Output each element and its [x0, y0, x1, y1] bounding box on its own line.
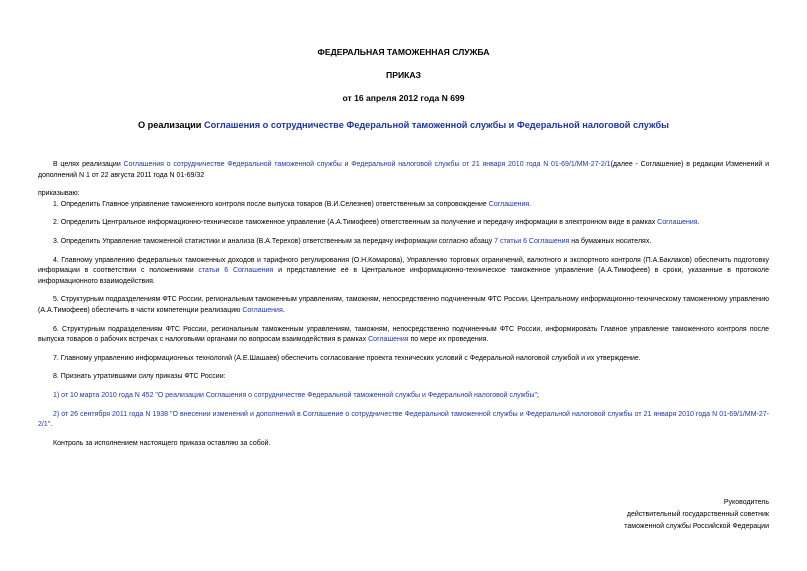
item-3-link[interactable]: 7 статьи 6 Соглашения	[494, 237, 570, 245]
item-5-text: 5. Структурным подразделениям ФТС России, региональным таможенным управлениям, таможням, непосредственно подчиненным ФТС России, Центральному информационно-техническому таможенному управлению (А.А.Тимофеев) обеспечить в части компетенции реализацию	[38, 296, 769, 314]
order-title-prefix: О реализации	[137, 120, 205, 130]
intro-paragraph	[38, 160, 769, 181]
item-6-text: 6. Структурным подразделениям ФТС России, региональным таможенным управлениям, таможням, непосредственно подчиненным ФТС России, информировать Главное управление таможенного контроля после выпуска товаров о рабочих встречах с налоговыми органами по вопросам взаимодействия в рамках	[38, 325, 769, 344]
item-4	[38, 256, 769, 288]
item-4-end: и представление её в Центральное информационно-техническое таможенное управление (А.А.Тимофеев) в сроки, указанные в протоколе информационного взаимодействия.	[38, 267, 769, 285]
doc-type-heading: ПРИКАЗ	[386, 70, 421, 80]
order-body	[38, 160, 769, 449]
intro-text-start: В целях реализации	[53, 161, 124, 168]
item-6-link[interactable]: Соглашения	[368, 336, 409, 344]
intro-text-end: (далее - Соглашение) в редакции Изменений и дополнений N 1 от 22 августа 2011 года N 01-69/32	[38, 161, 769, 179]
agreement-title-link[interactable]: Соглашения о сотрудничестве Федеральной таможенной службы и Федеральной налоговой службы	[204, 120, 670, 130]
item-1-link[interactable]: Соглашения	[488, 200, 530, 208]
item-3	[38, 237, 769, 248]
control-paragraph: Контроль за исполнением настоящего приказа оставляю за собой.	[53, 439, 271, 447]
item-8-text: 8. Признать утратившими силу приказы ФТС России:	[53, 373, 226, 381]
item-8-2-end: .	[50, 421, 53, 429]
date-number-heading: от 16 апреля 2012 года N 699	[342, 93, 465, 103]
item-8	[38, 372, 769, 383]
order-title	[0, 120, 807, 130]
item-2-end: .	[697, 219, 700, 227]
item-1-end: .	[529, 200, 532, 208]
agreement-link[interactable]: Соглашения о сотрудничестве Федеральной таможенной службы и Федеральной налоговой службы от 21 января 2010 года N 01-69/1/ММ-27-2/1	[123, 161, 611, 168]
repealed-order-1938-link[interactable]: 2) от 26 сентября 2011 года N 1938 "О внесении изменений и дополнений в Соглашение о сотрудничестве Федеральной таможенной службы и Федеральной налоговой службы от 21 января 2010 года N 01-69/1/ММ-27-2/1"	[38, 410, 769, 429]
item-6	[38, 325, 769, 346]
item-8-1-end: ;	[536, 391, 539, 399]
item-6-end: по мере их проведения.	[408, 336, 489, 344]
item-1-text: 1. Определить Главное управление таможенного контроля после выпуска товаров (В.И.Селезнев) ответственным за сопровождение	[53, 200, 489, 208]
item-7	[38, 354, 769, 365]
item-2	[38, 218, 769, 229]
item-4-text: 4. Главному управлению федеральных таможенных доходов и тарифного регулирования (О.Н.Комарова), Управлению торговых ограничений, валютного и экспортного контроля (П.А.Баклаков) обеспечить подготовку информации в соответствии с положениями	[38, 256, 769, 275]
item-8-2	[38, 410, 769, 431]
item-5-end: .	[282, 306, 285, 314]
repealed-order-452-link[interactable]: 1) от 10 марта 2010 года N 452 "О реализации Соглашения о сотрудничестве Федеральной таможенной службы и Федеральной налоговой службы"	[53, 391, 537, 399]
order-word: приказываю:	[38, 190, 80, 198]
item-3-end: на бумажных носителях.	[569, 237, 652, 245]
item-1	[38, 200, 769, 211]
item-8-1	[38, 391, 769, 402]
agency-heading: ФЕДЕРАЛЬНАЯ ТАМОЖЕННАЯ СЛУЖБА	[317, 47, 490, 57]
item-7-text: 7. Главному управлению информационных технологий (А.Е.Шашаев) обеспечить согласование проекта технических условий с Федеральной налоговой службой и их утверждение.	[53, 354, 641, 362]
item-2-text: 2. Определить Центральное информационно-техническое таможенное управление (А.А.Тимофеев) ответственным за получение и передачу информации в электронном виде в рамках	[53, 219, 658, 227]
signature-line-1: Руководитель	[723, 499, 769, 506]
item-5	[38, 295, 769, 316]
signature-block	[624, 497, 769, 533]
item-4-link[interactable]: статьи 6 Соглашения	[198, 267, 274, 275]
item-2-link[interactable]: Соглашения	[657, 219, 698, 227]
item-5-link[interactable]: Соглашения	[242, 306, 283, 314]
signature-line-3: таможенной службы Российской Федерации	[624, 523, 769, 530]
item-3-text: 3. Определить Управление таможенной статистики и анализа (В.А.Терехов) ответственным за передачу информации согласно абзацу	[53, 237, 495, 245]
signature-line-2: действительный государственный советник	[626, 511, 769, 518]
